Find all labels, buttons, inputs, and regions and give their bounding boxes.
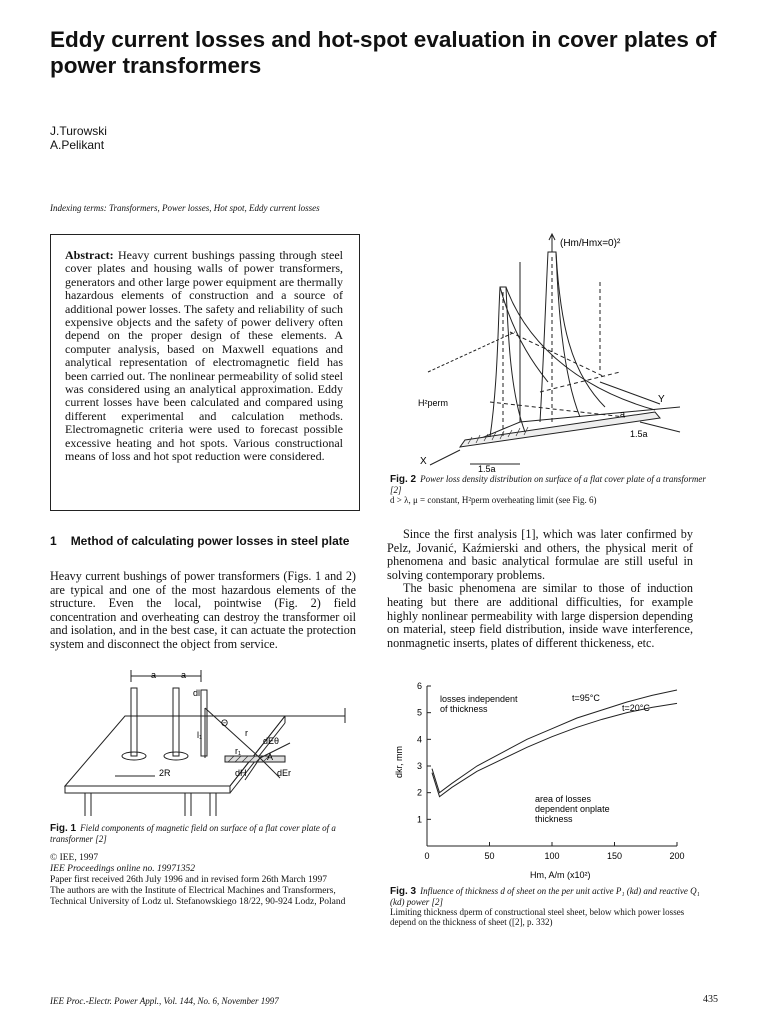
paper-title: Eddy current losses and hot-spot evaluation in cover plates of power transformers (50, 27, 717, 78)
fig2-15a-right: 1.5a (630, 429, 648, 439)
figure-2 (390, 232, 720, 472)
series-line-t20 (432, 703, 677, 796)
y-tick-label: 6 (416, 681, 422, 691)
received-dates: Paper first received 26th July 1996 and in revised form 26th March 1997 (50, 875, 328, 885)
right-para-1: Since the first analysis [1], which was later confirmed by Pelz, Jovanić, Kaźmierski and others, the physical merit of phenomena and basic analytical formulae are still useful in solving contemporary problems. (387, 527, 693, 582)
fig2-label: Fig. 2 (390, 474, 417, 485)
section-1-para-1: Heavy current bushings of power transformers (Figs. 1 and 2) are typical and one of the most hazardous elements of the structure. Even the local, pointwise (Fig. 2) field concentration and overheating can destroy the transformer oil and isolation, and in the best case, it can actuate the protection system and disconnect the object from service. (50, 569, 356, 651)
section-1-heading (50, 534, 350, 548)
fig1-l1: l₁ (197, 730, 203, 740)
fig3-caption-text: Influence of thickness d of sheet on the per unit active P₁ (kd) and reactive Q₁ (kd) power [2] (390, 886, 700, 907)
right-para-2: The basic phenomena are similar to those of induction heating but there are additional difficulties, for example highly nonlinear permeability with large dispersion depending on material, steep field distribution, inside wave interference, nonmagnetic inserts, plates of different thickeness, etc. (387, 581, 693, 650)
fig3-curve-lower: t=20°C (622, 703, 650, 713)
fig2-h2perm: H²perm (418, 398, 449, 408)
author-1: J.Turowski (50, 124, 107, 138)
fig1-a1: a (151, 670, 157, 680)
figure-3-chart (390, 678, 710, 883)
abstract-box (50, 234, 360, 511)
fig1-label: Fig. 1 (50, 823, 77, 834)
fig3-note-top-1: losses independent (440, 694, 518, 704)
abstract (65, 249, 343, 464)
fig1-dH: dH (235, 768, 247, 778)
y-tick-label: 3 (416, 761, 422, 771)
fig2-15a-bottom: 1.5a (478, 464, 496, 472)
y-tick-label: 1 (416, 814, 422, 825)
fig1-A: A (267, 752, 274, 762)
affiliation: The authors are with the Institute of Electrical Machines and Transformers, Technical University of Lodz ul. Stefanowskiego 18/22, 90-924 Lodz, Poland (50, 886, 346, 907)
journal-citation: IEE Proc.-Electr. Power Appl., Vol. 144, No. 6, November 1997 (50, 996, 279, 1006)
fig2-a-label: a (620, 409, 626, 419)
fig3-xlabel: Hm, A/m (x10²) (530, 870, 591, 880)
footnotes (50, 853, 360, 908)
fig3-label: Fig. 3 (390, 886, 417, 897)
fig3-subcaption: Limiting thickness dperm of constructional steel sheet, below which power losses depend on the thickness of sheet ([2], p. 332) (390, 907, 685, 927)
x-tick-label: 50 (484, 851, 495, 861)
page-number: 435 (703, 994, 718, 1005)
copyright: © IEE, 1997 (50, 853, 99, 863)
section-1-body (50, 570, 356, 652)
fig1-caption-text: Field components of magnetic field on surface of a flat cover plate of a transformer [2] (50, 823, 336, 844)
fig3-note-bottom-3: thickness (535, 814, 573, 824)
y-tick-label: 4 (416, 734, 422, 745)
abstract-label: Abstract: (65, 248, 114, 262)
figure-1 (55, 668, 360, 820)
fig2-caption-text: Power loss density distribution on surface of a flat cover plate of a transformer [2] (390, 474, 706, 495)
x-tick-label: 100 (544, 851, 560, 861)
fig1-a2: a (181, 670, 187, 680)
section-1-number: 1 (50, 534, 57, 548)
fig1-r: r (245, 728, 248, 738)
author-2: A.Pelikant (50, 138, 105, 152)
fig1-dl: dl (193, 688, 201, 698)
indexing-terms: Indexing terms: Transformers, Power losses, Hot spot, Eddy current losses (50, 203, 320, 213)
fig1-r1: r₁ (235, 746, 242, 756)
y-tick-label: 2 (416, 787, 422, 798)
fig1-dEtheta: dEθ (263, 736, 280, 746)
figure-1-caption (50, 823, 360, 844)
fig2-y-label: Y (658, 394, 665, 405)
y-tick-label: 5 (416, 707, 422, 718)
figure-2-caption (390, 474, 710, 505)
fig2-top-label: (Hm/Hmx=0)² (560, 238, 621, 249)
authors (50, 124, 107, 152)
fig2-x-label: X (420, 456, 427, 467)
x-tick-label: 200 (669, 851, 685, 861)
section-1-title: Method of calculating power losses in steel plate (70, 534, 350, 548)
fig1-dEr: dEr (277, 768, 292, 778)
fig3-note-top-2: of thickness (440, 704, 488, 714)
fig3-ylabel: dkr, mm (394, 745, 404, 778)
fig1-theta: Θ (221, 718, 229, 728)
x-tick-label: 0 (424, 851, 430, 861)
fig1-2R: 2R (159, 768, 171, 778)
proceedings-number: IEE Proceedings online no. 19971352 (50, 864, 196, 874)
right-column-body (387, 528, 693, 650)
fig2-subcaption: d > λ, μ = constant, H²perm overheating limit (see Fig. 6) (390, 495, 597, 505)
abstract-text: Heavy current bushings passing through steel cover plates and housing walls of power transformers, generators and other large power equipment are thermally hazardous elements of construction and a source of additional power losses. The safety and reliability of such expensive objects and the safety of power delivery often depend on the proper design of these elements. A computer analysis, based on Maxwell equations and analytical representation of electromagnetic field has been carried out. The nonlinear permeability of solid steel was considered using an analytical approximation. Eddy current losses have been calculated and compared using different experimental and calculation methods. Electromagnetic criteria were used to forecast possible excessive heating and hot spots. Various constructional means of loss and hot spot reduction were considered. (65, 248, 344, 464)
fig3-note-bottom-1: area of losses (535, 794, 592, 804)
x-tick-label: 150 (606, 851, 623, 861)
fig3-note-bottom-2: dependent onplate (535, 804, 610, 814)
fig3-curve-upper: t=95°C (572, 693, 600, 703)
figure-3-caption (390, 886, 710, 927)
